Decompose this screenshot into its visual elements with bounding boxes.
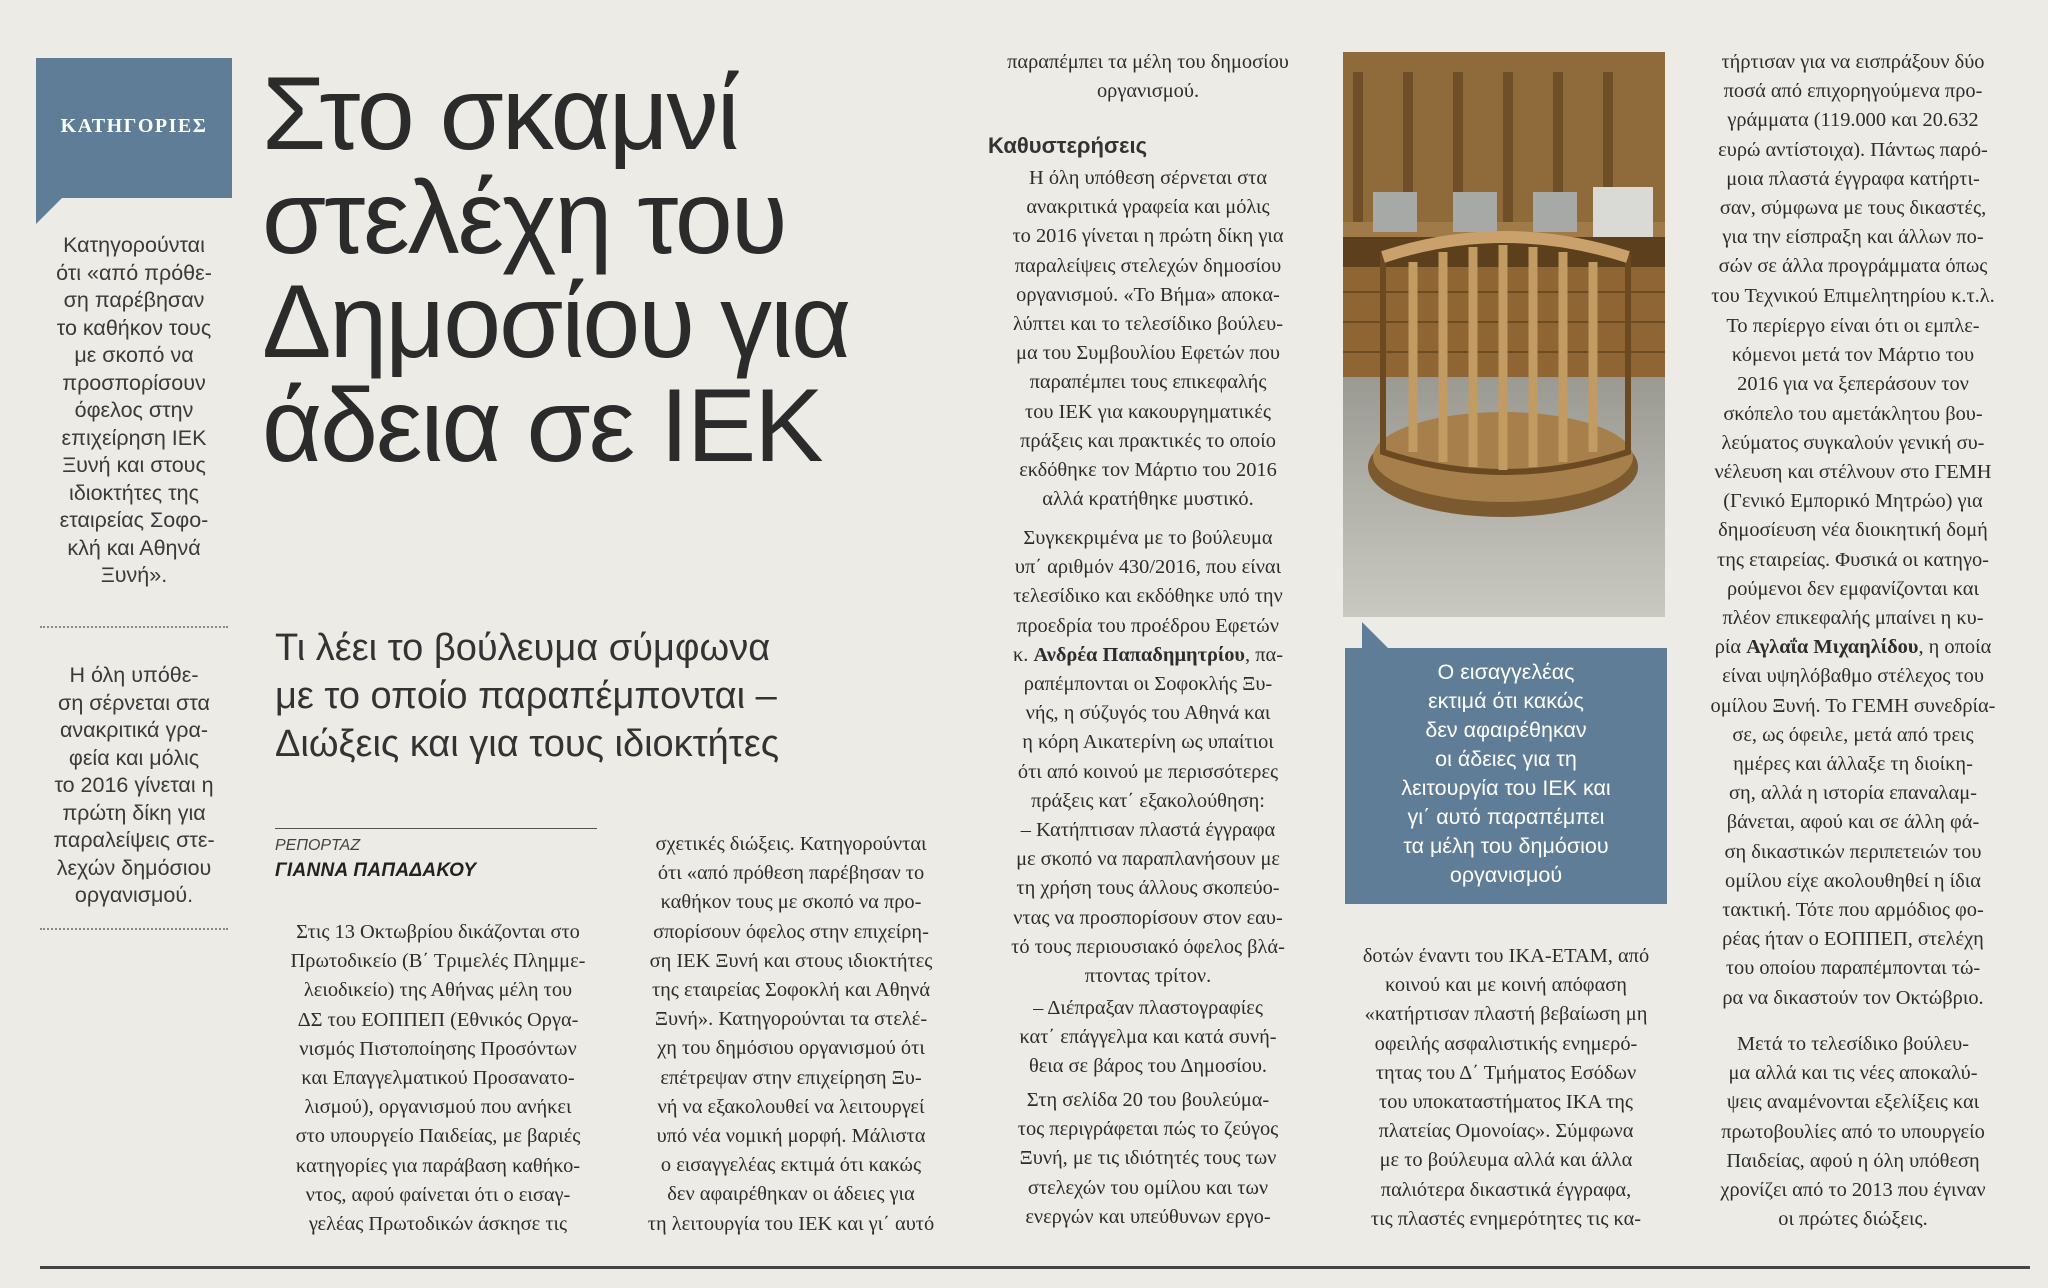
person-name: Αγλαΐα Μιχαηλίδου [1746,636,1919,659]
divider [40,928,228,930]
article-column-2: σχετικές διώξεις. Κατηγορούνται ότι «από πρόθεση παρέβησαν το καθήκον τους με σκοπό να προ- σπορίσουν όφελος στην επιχείρη- ση ΙΕΚ Ξυνή και στους ιδιοκτήτες της εταιρείας Σοφοκλή και Αθηνά Ξυνή». Κατηγορούνται τα στελέ- χη του δημόσιου οργανισμού ότι επέτρεψαν στην επιχείρηση Ξυ- νή να εξακολουθεί να λειτουργεί υπό νέα νομική μορφή. Μάλιστα ο εισαγγελέας εκτιμά ότι κακώς δεν αφαιρέθηκαν οι άδειες για τη λειτουργία του ΙΕΚ και γι΄ αυτό [647,833,935,1235]
person-name: Ανδρέα Παπαδημητρίου [1033,643,1246,666]
article-column-3-e: Στη σελίδα 20 του βουλεύμα- τος περιγράφεται πώς το ζεύγος Ξυνή, με τις ιδιότητές τους των στελεχών του ομίλου και των ενεργών και υπεύθυνων εργο- [1017,1089,1279,1228]
section-heading: Καθυστερήσεις [988,133,1148,158]
article-column-3-top: παραπέμπει τα μέλη του δημοσίου οργανισμού. [1007,51,1289,103]
callout-tail [1362,622,1388,648]
headline: Στο σκαμνί στελέχη του Δημοσίου για άδεια σε ΙΕΚ [262,56,850,484]
article-column-5-a: τήρτισαν για να εισπράξουν δύο ποσά από επιχορηγούμενα προ- γράμματα (119.000 και 20.632 ευρώ αντίστοιχα). Πάντως παρό- μοια πλαστά έγγραφα κατήρτι- σαν, σύμφωνα με τους δικαστές, για την είσπραξη και άλλων πο- σών σε άλλα προγράμματα όπως του Τεχνικού Επιμελητηρίου κ.τ.λ. [1711,51,1995,307]
text-run: , η οποία είναι υψηλόβαθμο στέλεχος του ομίλου Ξυνή. Το ΓΕΜΗ συνεδρία- σε, ως όφειλε, μετά από τρεις ημέρες και άλλαξε τη διοίκη- ση, αλλά η ιστορία επαναλαμ- βάνεται, αφού και σε άλλη φά- ση δικαστικών περιπετειών του ομίλου είχε ακολουθηθεί η ίδια τακτική. Τότε που αρμόδιος φο- ρέας ήταν ο ΕΟΠΠΕΠ, στελέχη του οποίου παραπέμπονται τώ- ρα να δικαστούν τον Οκτώβριο. [1710,636,1996,1009]
article-column-3-b [985,524,1311,816]
article-column-5-c: Μετά το τελεσίδικο βούλευ- μα αλλά και τις νέες αποκαλύ- ψεις αναμένονται εξελίξεις και πρωτοβουλίες από το υπουργείο Παιδείας, αφού η όλη υπόθεση χρονίζει από το 2013 που έγιναν οι πρώτες διώξεις. [1720,1033,1986,1231]
text-run: Συγκεκριμένα με το βούλευμα υπ΄ αριθμόν 430/2016, που είναι τελεσίδικο και εκδόθηκε υπό την προεδρία του προέδρου Εφετών κ. [1013,527,1283,666]
article-column-5-b [1690,312,2016,1013]
article-column-1: Στις 13 Οκτωβρίου δικάζονται στο Πρωτοδικείο (Β΄ Τριμελές Πλημμε- λειοδικείο) της Αθήνας μέλη του ΔΣ του ΕΟΠΠΕΠ (Εθνικός Οργα- νισμός Πιστοποίησης Προσόντων και Επαγγελματικού Προσανατο- λισμού), οργανισμού που ανήκει στο υπουργείο Παιδείας, με βαριές κατηγορίες για παράβαση καθήκο- ντος, αφού φαίνεται ότι ο εισαγ- γελέας Πρωτοδικών άσκησε τις [290,921,586,1236]
text-run: Το περίεργο είναι ότι οι εμπλε- κόμενοι μετά τον Μάρτιο του 2016 για να ξεπεράσουν τον σκόπελο του αμετάκλητου βου- λεύματος συγκαλούν γενική συ- νέλευση και στέλνουν στο ΓΕΜΗ (Γενικό Εμπορικό Μητρώο) για δημοσίευση νέα διοικητική δομή της εταιρείας. Φυσικά οι κατηγο- ρούμενοι δεν εμφανίζονται και πλέον επικεφαλής μπαίνει η κυ- ρία [1714,315,1992,659]
byline-name: ΓΙΑΝΝΑ ΠΑΠΑΔΑΚΟΥ [275,860,477,881]
byline-rule [275,828,597,829]
callout-box [1345,648,1667,904]
article-column-3-c: – Κατήπτισαν πλαστά έγγραφα με σκοπό να παραπλανήσουν με τη χρήση τους άλλους σκοπεύο- ντας να προσπορίσουν στον εαυ- τό τους περιουσιακό όφελος βλά- πτοντας τρίτον. [1011,819,1285,988]
article-column-3-a: Η όλη υπόθεση σέρνεται στα ανακριτικά γραφεία και μόλις το 2016 γίνεται η πρώτη δίκη για παραλείψεις στελεχών δημοσίου οργανισμού. «Το Βήμα» αποκα- λύπτει και το τελεσίδικο βούλευ- μα του Συμβουλίου Εφετών που παραπέμπει τους επικεφαλής του ΙΕΚ για κακουργηματικές πράξεις και πρακτικές το οποίο εκδόθηκε τον Μάρτιο του 2016 αλλά κρατήθηκε μυστικό. [1012,167,1284,511]
article-column-3-d: – Διέπραξαν πλαστογραφίες κατ΄ επάγγελμα και κατά συνή- θεια σε βάρος του Δημοσίου. [1019,997,1277,1078]
article-column-4: δοτών έναντι του ΙΚΑ-ΕΤΑΜ, από κοινού και με κοινή απόφαση «κατήρτισαν πλαστή βεβαίωση μη οφειλής ασφαλιστικής ενημερό- τητας του Δ΄ Τμήματος Εσόδων του υποκαταστήματος ΙΚΑ της πλατείας Ομονοίας». Σύμφωνα με το βούλευμα αλλά και άλλα παλιότερα δικαστικά έγγραφα, τις πλαστές ενημερότητες τις κα- [1362,945,1650,1230]
category-tag-label: ΚΑΤΗΓΟΡΙΕΣ [60,114,208,137]
divider [40,626,228,628]
pull-quote-1: Κατηγορούνται ότι «από πρόθε- ση παρέβησαν το καθήκον τους με σκοπό να προσπορίσουν όφελος στην επιχείρηση ΙΕΚ Ξυνή και στους ιδιοκτήτες της εταιρείας Σοφο- κλή και Αθηνά Ξυνή». [56,233,212,587]
courtroom-photo [1343,52,1665,617]
byline-label: ΡΕΠΟΡΤΑΖ [275,837,361,854]
category-tag-tail [36,198,62,224]
callout-text: Ο εισαγγελέας εκτιμά ότι κακώς δεν αφαιρέθηκαν οι άδειες για τη λειτουργία του ΙΕΚ και γι΄ αυτό παραπέμπει τα μέλη του δημόσιου οργανισμού [1401,660,1611,887]
pull-quote-2: Η όλη υπόθε- ση σέρνεται στα ανακριτικά γρα- φεία και μόλις το 2016 γίνεται η πρώτη δίκη για παραλείψεις στε- λεχών δημόσιου οργανισμού. [53,663,215,907]
bottom-rule [40,1266,2030,1269]
text-run: , πα- ραπέμπονται οι Σοφοκλής Ξυ- νής, η σύζυγός του Αθηνά και η κόρη Αικατερίνη ως υπαίτιοι ότι από κοινού με περισσότερες πράξεις κατ΄ εξακολούθηση: [1017,643,1283,812]
category-tag [36,58,232,198]
subheadline: Τι λέει το βούλευμα σύμφωνα με το οποίο παραπέμπονται – Διώξεις και για τους ιδιοκτήτες [275,627,780,765]
